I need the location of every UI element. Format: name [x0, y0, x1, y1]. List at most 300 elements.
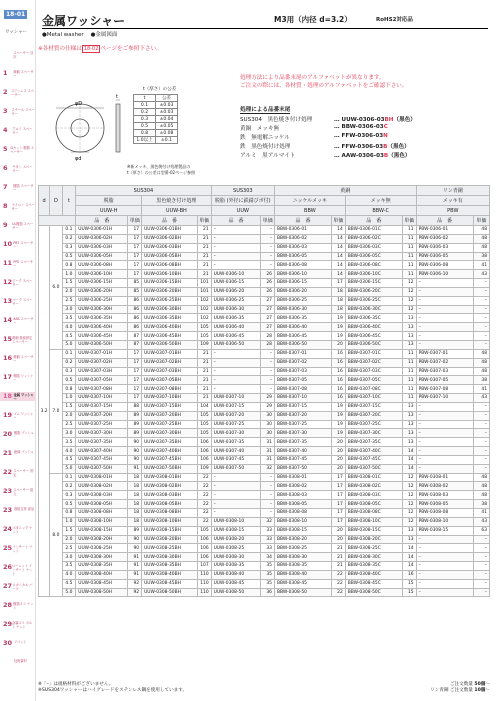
- order-qty-1-post: ～: [485, 682, 490, 687]
- cell-part-number: BBW-0306-35: [274, 314, 331, 323]
- cell-price: 21: [197, 243, 211, 252]
- cell-price: –: [473, 447, 489, 456]
- cell-part-number: UUW-0306-08BH: [142, 261, 198, 270]
- cell-price: 14: [332, 234, 346, 243]
- surface-pn-mark: N: [383, 133, 388, 139]
- cell-part-number: UUW-0307-50H: [76, 464, 128, 473]
- cell-part-number: BBW-0307-15C: [345, 402, 402, 411]
- cell-part-number: PBW-0308-01: [416, 473, 473, 482]
- sidebar-item-label: 金属スリ ボルト ナット: [12, 621, 33, 629]
- cell-t: 1.5: [62, 402, 76, 411]
- sidebar-item[interactable]: [3, 620, 35, 629]
- cell-d: 3.2: [39, 226, 50, 597]
- cell-part-number: UUW-0306-40: [211, 323, 261, 332]
- cell-price: 106: [197, 553, 211, 562]
- cell-part-number: UUW-0308-05BH: [142, 500, 198, 509]
- cell-price: 31: [261, 447, 275, 456]
- table-row: [39, 226, 490, 235]
- cell-part-number: PBW-0307-10: [416, 394, 473, 403]
- sidebar-item[interactable]: [3, 316, 35, 325]
- cell-t: 4.0: [62, 447, 76, 456]
- cell-price: –: [261, 473, 275, 482]
- sidebar-item[interactable]: [3, 335, 35, 344]
- sidebar-item[interactable]: [3, 202, 35, 211]
- series-header: BBW: [274, 206, 345, 216]
- cell-price: 35: [261, 579, 275, 588]
- cell-price: 11: [402, 376, 416, 385]
- cell-price: 28: [261, 332, 275, 341]
- cell-price: 12: [402, 287, 416, 296]
- cell-price: 21: [197, 252, 211, 261]
- sidebar-item-label: スペーサー 組立: [13, 488, 34, 496]
- sidebar-item-number: 16: [3, 354, 13, 362]
- sidebar-item-label: 樹脂 スペーサー: [13, 184, 34, 192]
- sidebar: [0, 0, 36, 701]
- surface-part-number: [334, 124, 454, 130]
- sidebar-item-label: メカニカル パーツ: [12, 583, 33, 591]
- cell-price: 17: [128, 226, 142, 235]
- sidebar-item[interactable]: [3, 164, 35, 173]
- cell-part-number: –: [211, 261, 261, 270]
- sidebar-item-number: 15: [3, 335, 13, 343]
- cell-part-number: BBW-0308-50: [274, 588, 331, 597]
- cell-price: 27: [261, 305, 275, 314]
- table-row: [39, 323, 490, 332]
- finish-header: 黒色焼き付け処理: [142, 196, 212, 206]
- cell-price: 106: [197, 455, 211, 464]
- cell-part-number: BBW-0306-25: [274, 296, 331, 305]
- cell-part-number: UUW-0306-03H: [76, 243, 128, 252]
- sidebar-item[interactable]: [3, 107, 35, 116]
- cell-price: 13: [402, 535, 416, 544]
- cell-part-number: UUW-0307-01BH: [142, 349, 198, 358]
- cell-price: 35: [261, 570, 275, 579]
- cell-price: 91: [128, 464, 142, 473]
- cell-part-number: UUW-0307-02H: [76, 358, 128, 367]
- sidebar-item[interactable]: [3, 69, 35, 78]
- sidebar-item[interactable]: [3, 126, 35, 135]
- cell-t: 0.3: [62, 491, 76, 500]
- cell-part-number: –: [416, 562, 473, 571]
- cell-price: 18: [128, 509, 142, 518]
- cell-price: 21: [197, 385, 211, 394]
- cell-part-number: BBW-0308-30C: [345, 553, 402, 562]
- cell-price: 106: [197, 438, 211, 447]
- cell-price: –: [261, 385, 275, 394]
- cell-price: 11: [402, 252, 416, 261]
- cell-t: 0.8: [62, 385, 76, 394]
- sidebar-item-label: スペーサー 目次: [13, 51, 34, 59]
- cell-part-number: UUW-0307-15BH: [142, 402, 198, 411]
- material-sus303: SUS303: [211, 186, 274, 196]
- table-row: [39, 447, 490, 456]
- cell-D: 6.0: [50, 226, 62, 350]
- cell-price: 14: [402, 455, 416, 464]
- cell-price: 105: [197, 323, 211, 332]
- cell-price: –: [261, 252, 275, 261]
- cell-part-number: –: [211, 482, 261, 491]
- cell-part-number: UUW-0306-40H: [76, 323, 128, 332]
- cell-price: 105: [197, 429, 211, 438]
- cell-part-number: UUW-0308-01H: [76, 473, 128, 482]
- cell-t: 0.3: [62, 243, 76, 252]
- cell-price: 18: [128, 482, 142, 491]
- cell-t: 2.5: [62, 296, 76, 305]
- cell-price: 16: [332, 367, 346, 376]
- sidebar-item-number: 4: [3, 126, 8, 134]
- cell-part-number: UUW-0306-35H: [76, 314, 128, 323]
- cell-price: –: [473, 544, 489, 553]
- cell-part-number: UUW-0307-20: [211, 411, 261, 420]
- cell-price: 27: [261, 296, 275, 305]
- cell-t: 1.0: [62, 517, 76, 526]
- cell-part-number: UUW-0307-25BH: [142, 420, 198, 429]
- cell-price: 17: [128, 243, 142, 252]
- sidebar-item-label: 樹脂 ブッシュ: [14, 431, 34, 435]
- cell-part-number: UUW-0308-30BH: [142, 553, 198, 562]
- sidebar-item[interactable]: [3, 50, 35, 59]
- cell-part-number: UUW-0308-03H: [76, 491, 128, 500]
- sidebar-item[interactable]: [3, 221, 35, 230]
- sidebar-item-label: 黄銅 スペーサー: [13, 355, 34, 363]
- surface-pn-prefix: …: [334, 144, 342, 150]
- cell-price: 22: [197, 500, 211, 509]
- cell-price: 15: [402, 588, 416, 597]
- cell-price: 30: [261, 420, 275, 429]
- cell-price: 22: [197, 482, 211, 491]
- table-row: [39, 535, 490, 544]
- cell-t: 3.0: [62, 553, 76, 562]
- cell-price: 17: [128, 270, 142, 279]
- sidebar-item[interactable]: [3, 658, 35, 663]
- cell-part-number: PBW-0308-08: [416, 509, 473, 518]
- cell-price: 105: [197, 526, 211, 535]
- tolerance-row: [134, 130, 178, 137]
- col-d: d: [39, 186, 50, 216]
- cell-part-number: BBW-0308-05C: [345, 500, 402, 509]
- cell-price: –: [261, 261, 275, 270]
- cell-price: 14: [332, 270, 346, 279]
- sidebar-item[interactable]: [3, 259, 35, 268]
- title-bar: [42, 12, 488, 28]
- tolerance-cell: ±0.04: [156, 116, 178, 123]
- sidebar-item[interactable]: [3, 582, 35, 591]
- finish-header: 脱脂: [76, 196, 142, 206]
- cell-part-number: BBW-0306-30C: [345, 305, 402, 314]
- sidebar-item[interactable]: [3, 639, 35, 647]
- part-number-header: 品 番: [76, 216, 128, 226]
- cell-part-number: BBW-0308-15: [274, 526, 331, 535]
- surface-pn-base: FFW-0306-03: [341, 133, 384, 139]
- tolerance-note: [127, 164, 195, 175]
- tolerance-row: [134, 109, 178, 116]
- cell-price: 43: [473, 394, 489, 403]
- cell-price: 16: [332, 376, 346, 385]
- cell-t: 0.1: [62, 226, 76, 235]
- tolerance-col-t: t: [134, 95, 156, 102]
- cell-price: 11: [402, 358, 416, 367]
- tolerance-cell: 0.5: [134, 123, 156, 130]
- sidebar-item-label: ボタニック ナット: [12, 526, 33, 534]
- sidebar-item[interactable]: [3, 297, 35, 306]
- cell-price: 14: [332, 243, 346, 252]
- cell-price: –: [261, 226, 275, 235]
- cell-t: 0.5: [62, 376, 76, 385]
- sidebar-item-number: 12: [3, 278, 13, 286]
- sidebar-item-number: 26: [3, 563, 13, 571]
- cell-price: –: [473, 438, 489, 447]
- cell-part-number: BBW-0307-20C: [345, 411, 402, 420]
- cell-t: 0.2: [62, 482, 76, 491]
- table-row: [39, 340, 490, 349]
- cell-price: –: [261, 349, 275, 358]
- cell-part-number: BBW-0308-03: [274, 491, 331, 500]
- surface-material: 鉄 無電解ニッケル: [240, 135, 290, 141]
- cell-part-number: UUW-0308-02H: [76, 482, 128, 491]
- cell-price: 18: [332, 305, 346, 314]
- cell-part-number: –: [211, 385, 261, 394]
- cell-part-number: UUW-0306-25: [211, 296, 261, 305]
- cell-price: –: [473, 314, 489, 323]
- surface-row: [240, 142, 410, 150]
- cell-part-number: UUW-0306-01BH: [142, 226, 198, 235]
- surface-row: [240, 115, 416, 123]
- sidebar-item[interactable]: [3, 354, 35, 363]
- label-d: φd: [75, 156, 82, 162]
- sidebar-item[interactable]: [3, 373, 35, 382]
- surface-part-number: [334, 142, 454, 150]
- sidebar-item[interactable]: [3, 278, 35, 287]
- sidebar-item-number: 10: [3, 240, 13, 248]
- cell-part-number: –: [416, 455, 473, 464]
- cell-part-number: UUW-0306-15: [211, 279, 261, 288]
- sidebar-item-label: 技術資料: [14, 659, 27, 663]
- cell-price: 101: [197, 279, 211, 288]
- cell-part-number: PBW-0308-15: [416, 526, 473, 535]
- cell-price: –: [261, 509, 275, 518]
- cell-price: 17: [128, 252, 142, 261]
- cell-part-number: UUW-0308-25H: [76, 544, 128, 553]
- cell-t: 1.5: [62, 279, 76, 288]
- cell-part-number: UUW-0307-20BH: [142, 411, 198, 420]
- cell-part-number: UUW-0307-50: [211, 464, 261, 473]
- order-qty-2-post: ～: [485, 688, 490, 693]
- price-header: 単価: [197, 216, 211, 226]
- sidebar-item-label: ABS スペーサー: [13, 317, 34, 325]
- cell-part-number: UUW-0306-10H: [76, 270, 128, 279]
- sidebar-item[interactable]: [3, 525, 35, 534]
- cell-part-number: UUW-0307-02BH: [142, 358, 198, 367]
- cell-part-number: UUW-0306-50: [211, 340, 261, 349]
- sidebar-item-number: 7: [3, 183, 8, 191]
- cell-part-number: BBW-0306-40: [274, 323, 331, 332]
- cell-part-number: PBW-0307-02: [416, 358, 473, 367]
- cell-price: 33: [261, 535, 275, 544]
- cell-price: –: [261, 358, 275, 367]
- cell-part-number: BBW-0308-01C: [345, 473, 402, 482]
- order-note-1: 処理方法により品番末尾のアルファベットが異なります。: [240, 75, 385, 81]
- sidebar-item-number: 13: [3, 297, 13, 305]
- cell-part-number: UUW-0307-08BH: [142, 385, 198, 394]
- surface-part-number: [334, 133, 454, 139]
- sidebar-item[interactable]: [3, 88, 35, 97]
- cell-part-number: –: [416, 429, 473, 438]
- sidebar-item[interactable]: [3, 544, 35, 553]
- cell-price: 92: [128, 579, 142, 588]
- sidebar-item[interactable]: [3, 487, 35, 496]
- cell-part-number: –: [416, 411, 473, 420]
- cell-part-number: BBW-0308-35: [274, 562, 331, 571]
- tolerance-cell: ±0.03: [156, 102, 178, 109]
- cell-price: 17: [128, 261, 142, 270]
- cell-part-number: –: [416, 314, 473, 323]
- cell-price: 11: [402, 349, 416, 358]
- cell-part-number: BBW-0307-50C: [345, 464, 402, 473]
- cell-price: 11: [402, 226, 416, 235]
- cell-part-number: PBW-0306-03: [416, 243, 473, 252]
- sidebar-item-label: ナイロン スペーサー: [11, 203, 35, 211]
- cell-part-number: BBW-0307-02: [274, 358, 331, 367]
- surface-pn-mark: B: [383, 144, 388, 150]
- cell-t: 3.0: [62, 305, 76, 314]
- cell-price: 19: [332, 314, 346, 323]
- sidebar-item-label: 絶縁 ブッシュ: [14, 450, 34, 454]
- spec-page-link[interactable]: 18-02: [83, 46, 99, 52]
- cell-price: 13: [402, 340, 416, 349]
- sidebar-item-label: 基板支持 部品: [14, 507, 35, 511]
- sidebar-item-label: 黄銅 スペーサー: [13, 70, 34, 78]
- cell-price: 18: [332, 287, 346, 296]
- cell-price: 17: [332, 473, 346, 482]
- sidebar-item[interactable]: [3, 145, 35, 154]
- cell-price: –: [473, 340, 489, 349]
- cell-part-number: BBW-0307-25C: [345, 420, 402, 429]
- cell-price: 21: [197, 234, 211, 243]
- cell-price: 19: [332, 323, 346, 332]
- cell-part-number: UUW-0306-08H: [76, 261, 128, 270]
- cell-part-number: BBW-0306-40C: [345, 323, 402, 332]
- spec-note: [38, 44, 162, 53]
- cell-t: 4.5: [62, 455, 76, 464]
- cell-price: 31: [261, 455, 275, 464]
- cell-part-number: UUW-0308-10: [211, 517, 261, 526]
- cell-price: 21: [332, 544, 346, 553]
- sidebar-item[interactable]: [3, 411, 35, 420]
- cell-price: 91: [128, 553, 142, 562]
- cell-price: –: [473, 296, 489, 305]
- sidebar-item[interactable]: [3, 506, 35, 514]
- table-row: [39, 234, 490, 243]
- cell-part-number: UUW-0308-40: [211, 570, 261, 579]
- cell-price: 18: [128, 500, 142, 509]
- cell-part-number: –: [416, 579, 473, 588]
- cell-part-number: UUW-0306-40BH: [142, 323, 198, 332]
- sidebar-item[interactable]: [3, 183, 35, 192]
- sidebar-item[interactable]: [3, 240, 35, 249]
- part-number-header: 品 番: [142, 216, 198, 226]
- sidebar-item-label: UL樹脂 スペーサー: [12, 222, 34, 230]
- cell-part-number: –: [211, 376, 261, 385]
- cell-part-number: –: [416, 305, 473, 314]
- cell-price: 48: [473, 243, 489, 252]
- surface-pn-suffix: （黒色）: [388, 153, 411, 159]
- price-header: 単価: [402, 216, 416, 226]
- cell-part-number: UUW-0307-30H: [76, 429, 128, 438]
- sidebar-item-label: ステンレス スペーサー: [11, 89, 35, 97]
- cell-price: 30: [261, 429, 275, 438]
- cell-part-number: PBW-0307-08: [416, 385, 473, 394]
- cell-part-number: –: [416, 588, 473, 597]
- cell-part-number: BBW-0308-05: [274, 500, 331, 509]
- cell-part-number: UUW-0307-03BH: [142, 367, 198, 376]
- cell-price: 48: [473, 367, 489, 376]
- finish-header: メッキ有: [416, 196, 489, 206]
- cell-t: 4.5: [62, 332, 76, 341]
- sidebar-item[interactable]: [3, 468, 35, 477]
- label-t: t: [116, 94, 118, 100]
- cell-price: 41: [473, 261, 489, 270]
- cell-part-number: –: [416, 544, 473, 553]
- tolerance-cell: 1.0以上: [134, 137, 156, 144]
- cell-price: 18: [128, 473, 142, 482]
- cell-part-number: –: [416, 279, 473, 288]
- cell-part-number: BBW-0306-10: [274, 270, 331, 279]
- cell-price: 31: [261, 438, 275, 447]
- cell-price: 33: [261, 526, 275, 535]
- table-row: [39, 252, 490, 261]
- order-qty-1-val: 50個: [474, 682, 486, 687]
- tolerance-row: [134, 102, 178, 109]
- cell-part-number: UUW-0306-35BH: [142, 314, 198, 323]
- cell-price: –: [473, 464, 489, 473]
- table-row: [39, 261, 490, 270]
- cell-part-number: UUW-0308-02BH: [142, 482, 198, 491]
- cell-part-number: –: [211, 349, 261, 358]
- cell-price: 14: [402, 464, 416, 473]
- sidebar-item[interactable]: [3, 601, 35, 610]
- cell-price: 12: [402, 296, 416, 305]
- cell-price: –: [473, 570, 489, 579]
- sidebar-item-number: 30: [3, 639, 13, 647]
- cell-price: 13: [402, 314, 416, 323]
- sidebar-item[interactable]: [3, 449, 35, 457]
- cell-part-number: BBW-0308-50C: [345, 588, 402, 597]
- cell-part-number: UUW-0307-05BH: [142, 376, 198, 385]
- surface-title: 処理による品番末尾: [240, 107, 291, 113]
- sidebar-item[interactable]: [3, 430, 35, 438]
- rohs-badge: RoHS2対応品: [376, 17, 413, 23]
- table-row: [39, 270, 490, 279]
- sidebar-item[interactable]: [3, 563, 35, 576]
- cell-part-number: –: [416, 535, 473, 544]
- cell-part-number: UUW-0308-25BH: [142, 544, 198, 553]
- cell-part-number: BBW-0306-50: [274, 340, 331, 349]
- cell-part-number: –: [416, 464, 473, 473]
- cell-price: –: [261, 500, 275, 509]
- table-row: [39, 349, 490, 358]
- surface-material: 鉄 黒色焼付け処理: [240, 144, 291, 150]
- cell-part-number: UUW-0306-02H: [76, 234, 128, 243]
- cell-part-number: UUW-0307-40: [211, 447, 261, 456]
- cell-part-number: BBW-0308-40: [274, 570, 331, 579]
- cell-price: –: [473, 402, 489, 411]
- cell-price: 90: [128, 438, 142, 447]
- table-row: [39, 296, 490, 305]
- cell-part-number: UUW-0306-30: [211, 305, 261, 314]
- cell-price: 12: [402, 500, 416, 509]
- sidebar-item[interactable]: [0, 392, 36, 401]
- cell-price: 17: [128, 358, 142, 367]
